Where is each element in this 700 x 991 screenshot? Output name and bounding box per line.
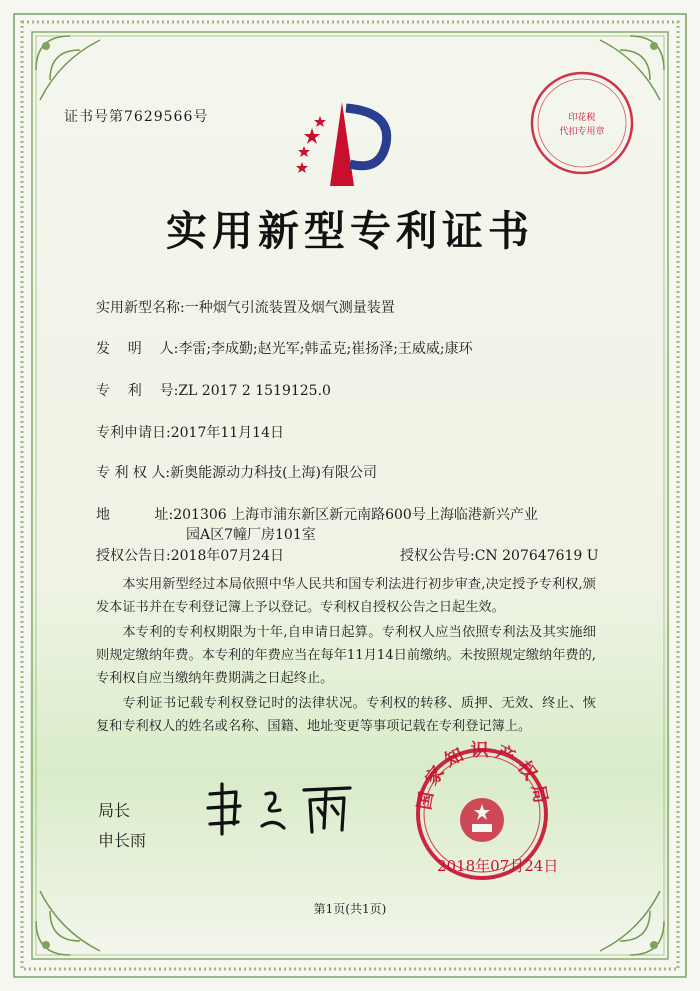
field-grant-date-label: 授权公告日: xyxy=(96,548,171,564)
field-apply-date-value: 2017年11月14日 xyxy=(170,425,284,441)
cnipa-logo-icon xyxy=(290,98,400,190)
field-patentee-value: 新奥能源动力科技(上海)有限公司 xyxy=(170,465,378,481)
seal-date: 2018年07月24日 xyxy=(437,857,559,875)
tax-stamp-icon xyxy=(527,68,637,178)
field-grant-date-value: 2018年07月24日 xyxy=(170,548,284,564)
field-address-line1: 201306 上海市浦东新区新元南路600号上海临港新兴产业 xyxy=(173,507,538,523)
field-name-label: 实用新型名称: xyxy=(96,300,185,316)
body-paragraph-2: 本专利的专利权期限为十年,自申请日起算。专利权人应当依照专利法及其实施细则规定缴纳年费。本专利的年费应当在每年11月14日前缴纳。未按照规定缴纳年费的,专利权自应当缴纳年费期满之日起终止。 xyxy=(96,625,596,686)
field-grant-no-value: CN 207647619 U xyxy=(474,548,599,564)
field-patentee xyxy=(96,462,377,482)
svg-text:国家知识产权局: 国家知识产权局 xyxy=(413,740,553,812)
field-address xyxy=(96,504,538,524)
svg-text:印花税: 印花税 xyxy=(568,113,596,123)
field-name xyxy=(96,297,395,317)
field-grant-date xyxy=(96,545,284,565)
field-grant-no-label: 授权公告号: xyxy=(400,548,475,564)
signature-icon xyxy=(200,780,360,840)
field-patent-no xyxy=(96,380,331,400)
certificate-title: 实用新型专利证书 xyxy=(166,207,534,255)
field-grant-no xyxy=(400,545,599,565)
field-address-label: 地 址: xyxy=(96,507,174,523)
field-patent-no-label: 专 利 号: xyxy=(96,383,179,399)
official-name: 申长雨 xyxy=(98,831,147,850)
field-apply-date-label: 专利申请日: xyxy=(96,425,171,441)
field-address-line2: 园A区7幢厂房101室 xyxy=(186,527,316,543)
field-apply-date xyxy=(96,422,284,442)
official-title: 局长 xyxy=(98,801,131,820)
field-inventors-label: 发 明 人: xyxy=(96,341,179,357)
certificate-number: 证书号第7629566号 xyxy=(64,109,209,125)
field-inventors-value: 李雷;李成勤;赵光军;韩孟克;崔扬泽;王威威;康环 xyxy=(178,341,473,357)
field-inventors xyxy=(96,338,473,358)
svg-text:代扣专用章: 代扣专用章 xyxy=(559,127,605,137)
field-name-value: 一种烟气引流装置及烟气测量装置 xyxy=(184,300,395,316)
body-paragraph-3: 专利证书记载专利权登记时的法律状况。专利权的转移、质押、无效、终止、恢复和专利权人的姓名或名称、国籍、地址变更等事项记载在专利登记簿上。 xyxy=(96,696,596,734)
body-text xyxy=(96,573,596,740)
field-patent-no-value: ZL 2017 2 1519125.0 xyxy=(178,383,331,399)
page-footer: 第1页(共1页) xyxy=(313,902,387,916)
field-patentee-label: 专 利 权 人: xyxy=(96,465,171,481)
body-paragraph-1: 本实用新型经过本局依照中华人民共和国专利法进行初步审查,决定授予专利权,颁发本证书并在专利登记簿上予以登记。专利权自授权公告之日起生效。 xyxy=(96,577,596,615)
